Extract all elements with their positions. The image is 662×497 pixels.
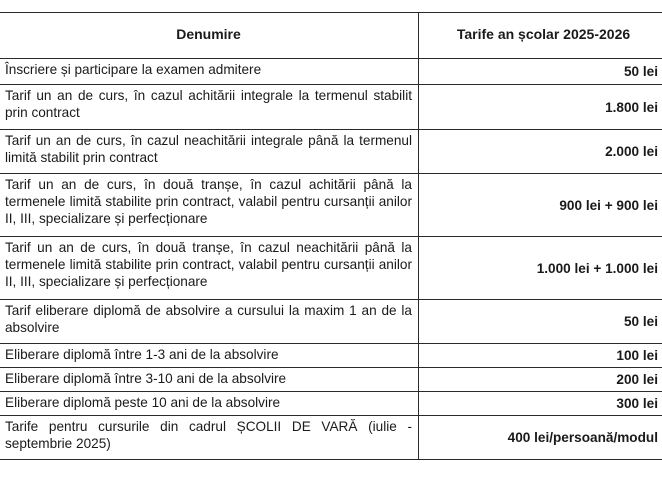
row-description: Tarif eliberare diplomă de absolvire a cursului la maxim 1 an de la absolvire — [0, 300, 419, 344]
table-row — [0, 392, 662, 416]
row-description: Tarif un an de curs, în două tranșe, în cazul neachitării până la termenele limită stabilite prin contract, valabil pentru cursanții anilor II, III, specializare și perfecționare — [0, 237, 419, 300]
row-description: Înscriere și participare la examen admitere — [0, 59, 419, 85]
table-row — [0, 368, 662, 392]
row-price: 2.000 lei — [419, 130, 662, 174]
row-price: 400 lei/persoană/modul — [419, 416, 662, 460]
row-description: Tarif un an de curs, în cazul achitării integrale la termenul stabilit prin contract — [0, 85, 419, 130]
row-price: 50 lei — [419, 300, 662, 344]
row-price: 300 lei — [419, 392, 662, 416]
table-header-row — [0, 13, 662, 59]
row-description: Tarife pentru cursurile din cadrul ȘCOLII DE VARĂ (iulie - septembrie 2025) — [0, 416, 419, 460]
table-row — [0, 237, 662, 300]
fee-schedule — [0, 12, 662, 497]
row-description: Eliberare diplomă peste 10 ani de la absolvire — [0, 392, 419, 416]
table-row — [0, 85, 662, 130]
row-description: Eliberare diplomă între 1-3 ani de la absolvire — [0, 344, 419, 368]
fee-table — [0, 12, 662, 460]
row-description: Tarif un an de curs, în două tranșe, în cazul achitării până la termenele limită stabilite prin contract, valabil pentru cursanții anilor II, III, specializare și perfecționare — [0, 174, 419, 237]
row-description: Tarif un an de curs, în cazul neachitării integrale până la termenul limită stabilit prin contract — [0, 130, 419, 174]
table-row — [0, 174, 662, 237]
table-row — [0, 130, 662, 174]
table-row — [0, 59, 662, 85]
header-name: Denumire — [0, 13, 419, 59]
row-price: 100 lei — [419, 344, 662, 368]
table-row — [0, 416, 662, 460]
row-description: Eliberare diplomă între 3-10 ani de la absolvire — [0, 368, 419, 392]
row-price: 1.000 lei + 1.000 lei — [419, 237, 662, 300]
header-price: Tarife an școlar 2025-2026 — [419, 13, 662, 59]
row-price: 1.800 lei — [419, 85, 662, 130]
row-price: 50 lei — [419, 59, 662, 85]
table-row — [0, 300, 662, 344]
row-price: 200 lei — [419, 368, 662, 392]
row-price: 900 lei + 900 lei — [419, 174, 662, 237]
table-row — [0, 344, 662, 368]
